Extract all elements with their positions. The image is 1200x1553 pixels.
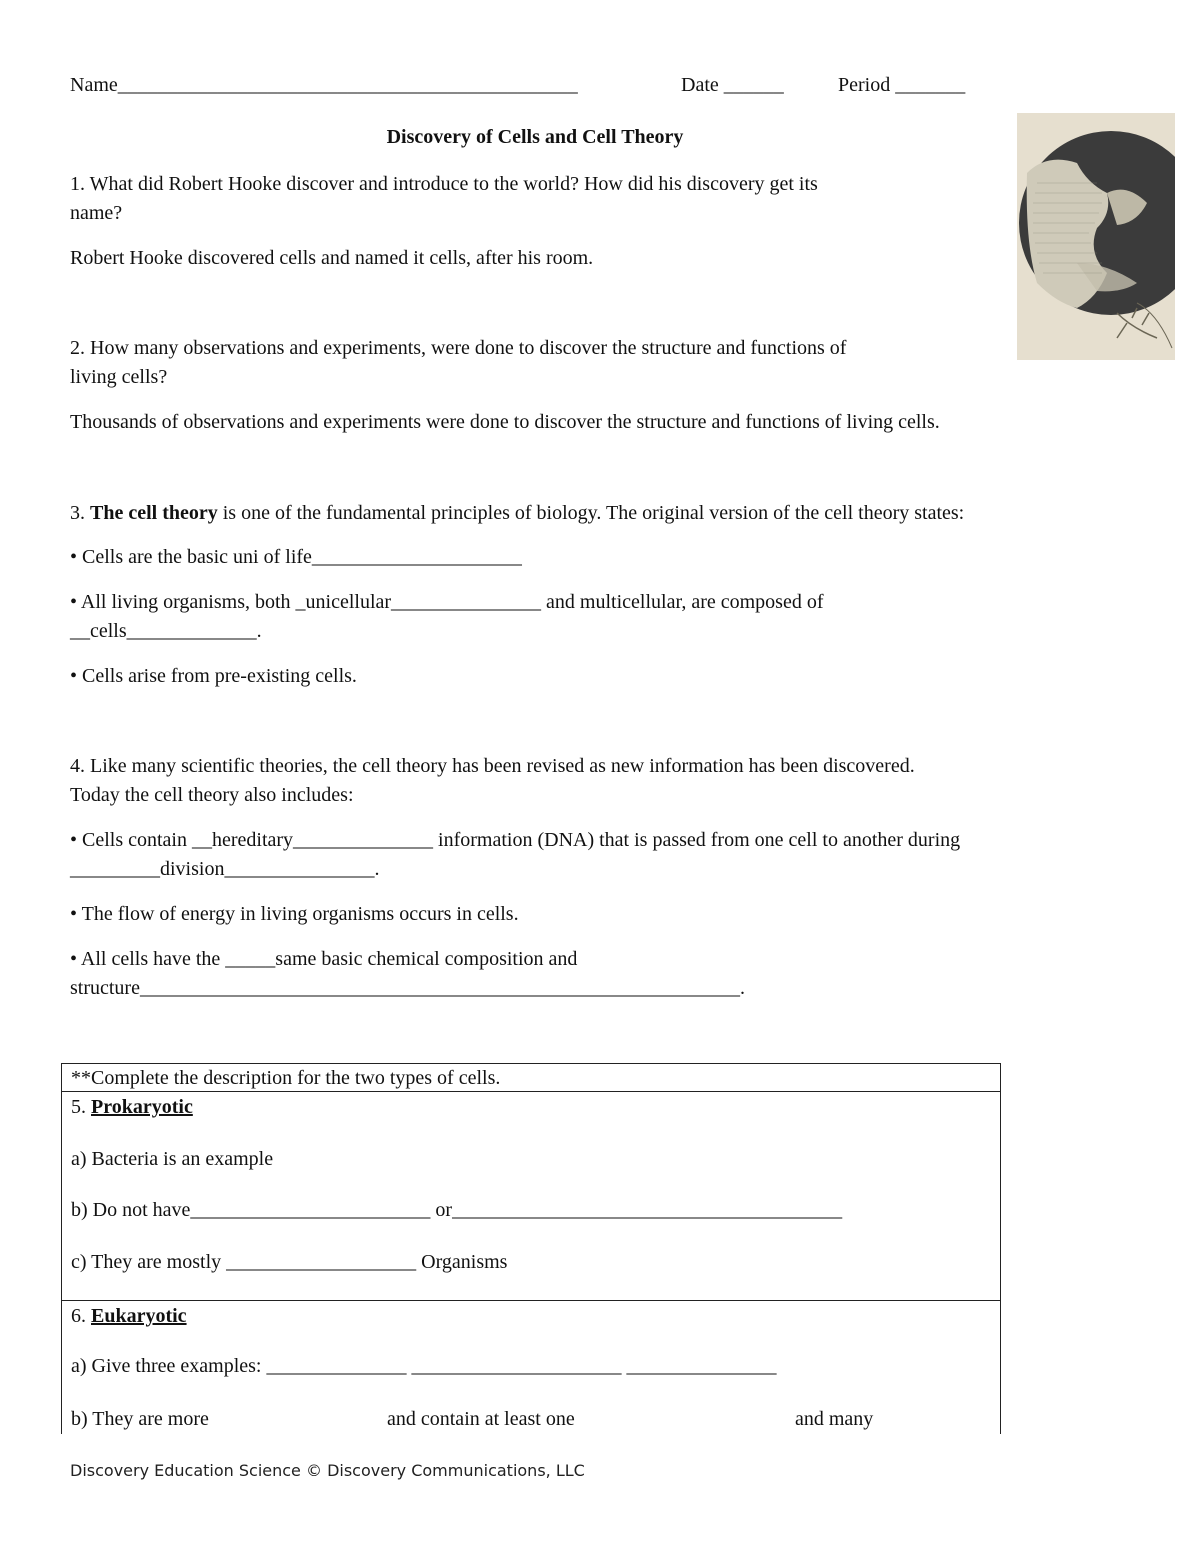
name-field-label: Name______________________________________________ [70, 74, 578, 96]
eukaryotic-b-2: and contain at least one [387, 1408, 575, 1430]
table-divider [62, 1091, 1000, 1092]
cell-theory-bullet-2-cont: __cells_____________. [70, 620, 262, 642]
cell-theory-bullet-3: • Cells arise from pre-existing cells. [70, 665, 357, 687]
table-divider [62, 1300, 1000, 1301]
modern-theory-bullet-1: • Cells contain __hereditary______________ information (DNA) that is passed from one cell to another during [70, 829, 961, 851]
question-1-text-cont: name? [70, 202, 123, 224]
eukaryotic-b-3: and many [795, 1408, 874, 1430]
answer-2: Thousands of observations and experiments were done to discover the structure and functions of living cells. [70, 411, 940, 433]
answer-1: Robert Hooke discovered cells and named it cells, after his room. [70, 247, 594, 269]
question-4-intro-cont: Today the cell theory also includes: [70, 784, 354, 806]
eukaryotic-number: 6. [71, 1305, 91, 1327]
question-3-intro-rest: is one of the fundamental principles of biology. The original version of the cell theory states: [217, 502, 965, 524]
prokaryotic-a: a) Bacteria is an example [71, 1148, 274, 1170]
question-3-intro [70, 500, 964, 526]
question-2-text: 2. How many observations and experiments, were done to discover the structure and functions of [70, 337, 847, 359]
prokaryotic-b: b) Do not have________________________ or_______________________________________ [71, 1199, 843, 1221]
modern-theory-bullet-3: • All cells have the _____same basic chemical composition and [70, 948, 578, 970]
eukaryotic-title: Eukaryotic [91, 1305, 187, 1327]
modern-theory-bullet-3-cont: structure____________________________________________________________. [70, 977, 745, 999]
period-field-label: Period _______ [838, 74, 966, 96]
prokaryotic-c: c) They are mostly ___________________ Organisms [71, 1251, 508, 1273]
prokaryotic-number: 5. [71, 1096, 91, 1118]
date-field-label: Date ______ [681, 74, 784, 96]
modern-theory-bullet-1-cont: _________division_______________. [70, 858, 380, 880]
modern-theory-bullet-2: • The flow of energy in living organisms occurs in cells. [70, 903, 519, 925]
question-4-intro: 4. Like many scientific theories, the cell theory has been revised as new information has been discovered. [70, 755, 915, 777]
cell-types-table [61, 1063, 1001, 1434]
hooke-cork-microscope-drawing-icon [1017, 113, 1175, 360]
eukaryotic-b-1: b) They are more [71, 1408, 209, 1430]
cell-theory-bullet-1: • Cells are the basic uni of life_____________________ [70, 546, 522, 568]
page-title: Discovery of Cells and Cell Theory [386, 126, 684, 148]
copyright-footer: Discovery Education Science © Discovery Communications, LLC [70, 1461, 585, 1480]
eukaryotic-heading [71, 1305, 187, 1328]
cell-theory-term: The cell theory [90, 502, 218, 524]
question-1-text: 1. What did Robert Hooke discover and introduce to the world? How did his discovery get its [70, 173, 818, 195]
question-3-number: 3. [70, 502, 85, 524]
prokaryotic-title: Prokaryotic [91, 1096, 193, 1118]
prokaryotic-heading [71, 1096, 193, 1119]
question-2-text-cont: living cells? [70, 366, 168, 388]
table-instruction: **Complete the description for the two types of cells. [71, 1067, 501, 1089]
cell-theory-bullet-2: • All living organisms, both _unicellular_______________ and multicellular, are composed of [70, 591, 824, 613]
eukaryotic-a: a) Give three examples: ______________ _____________________ _______________ [71, 1355, 777, 1377]
